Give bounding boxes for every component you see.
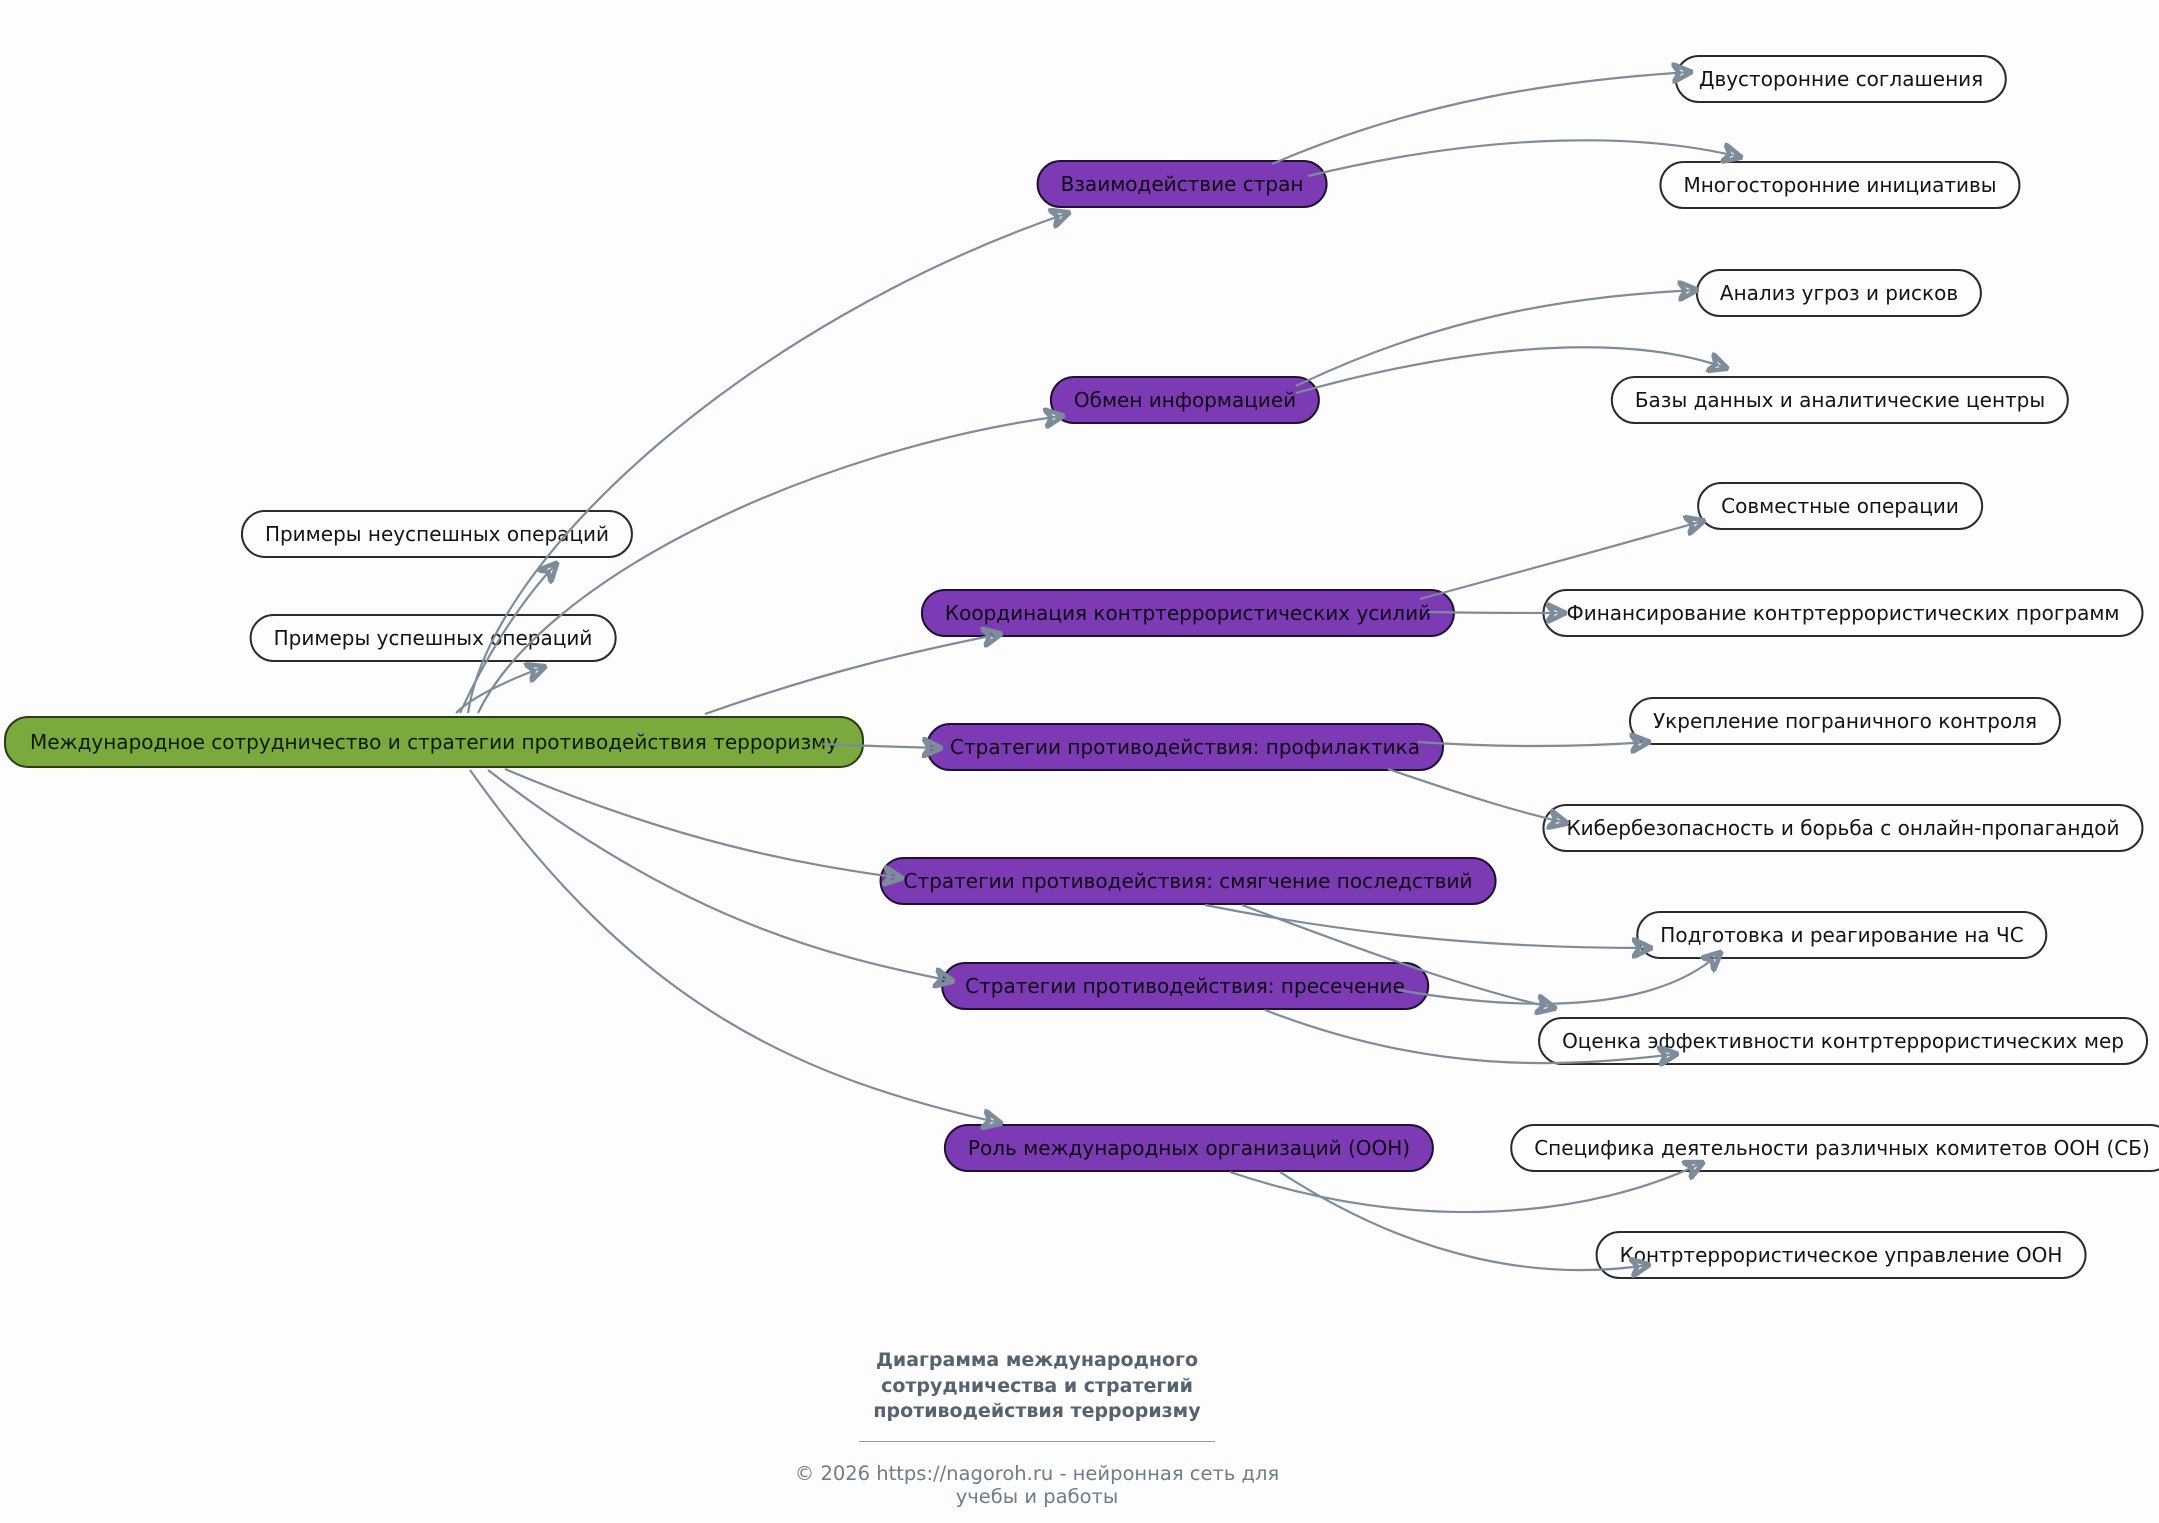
edge-root-role-un [470,770,1000,1123]
node-role-un-organizations: Роль международных организаций (ООН) [944,1124,1434,1172]
footer [777,1348,1297,1508]
node-cybersecurity: Кибербезопасность и борьба с онлайн-пропагандой [1542,804,2143,852]
node-databases-analytics: Базы данных и аналитические центры [1611,376,2069,424]
copyright-text: © 2026 https://nagoroh.ru - нейронная сеть для учебы и работы [794,1462,1280,1509]
edge-root-mitigation [505,769,901,878]
node-country-interaction: Взаимодействие стран [1037,160,1328,208]
edge-prevention-border-control [1418,742,1648,746]
node-bilateral-agreements: Двусторонние соглашения [1675,55,2007,103]
node-strategy-prevention: Стратегии противодействия: профилактика [926,723,1444,771]
node-program-financing: Финансирование контртеррористических программ [1542,589,2143,637]
node-coordination: Координация контртеррористических усилий [921,589,1455,637]
node-border-control: Укрепление пограничного контроля [1629,697,2061,745]
node-emergency-response: Подготовка и реагирование на ЧС [1636,911,2047,959]
node-unsuccessful-operations: Примеры неуспешных операций [241,510,633,558]
node-successful-operations: Примеры успешных операций [250,614,617,662]
node-strategy-suppression: Стратегии противодействия: пресечение [941,962,1429,1010]
edge-role-un-office [1280,1172,1648,1270]
node-multilateral-initiatives: Многосторонние инициативы [1659,161,2020,209]
node-strategy-mitigation: Стратегии противодействия: смягчение последствий [880,857,1497,905]
node-un-counterterrorism-office: Контртеррористическое управление ООН [1596,1231,2087,1279]
node-information-exchange: Обмен информацией [1050,376,1320,424]
node-joint-operations: Совместные операции [1697,482,1983,530]
edge-root-exchange [478,416,1062,713]
node-threat-risk-analysis: Анализ угроз и рисков [1696,269,1982,317]
edge-interaction-bilateral [1272,72,1690,164]
edge-root-coordination [705,634,1000,714]
edge-suppression-emergency [1398,953,1720,1004]
edge-root-successful [456,667,544,713]
node-effectiveness-assessment: Оценка эффективности контртеррористических мер [1538,1017,2148,1065]
edge-prevention-cybersecurity [1388,769,1566,823]
edge-exchange-analysis [1296,290,1696,386]
footer-divider [859,1441,1215,1443]
diagram-title: Диаграмма международного сотрудничества и стратегий противодействия терроризму [873,1349,1201,1423]
node-root: Международное сотрудничество и стратегии противодействия терроризму [4,716,864,768]
edge-mitigation-emergency [1205,905,1650,948]
node-un-committees: Специфика деятельности различных комитетов ООН (СБ) [1510,1124,2159,1172]
edge-coordination-joint-ops [1420,521,1703,599]
